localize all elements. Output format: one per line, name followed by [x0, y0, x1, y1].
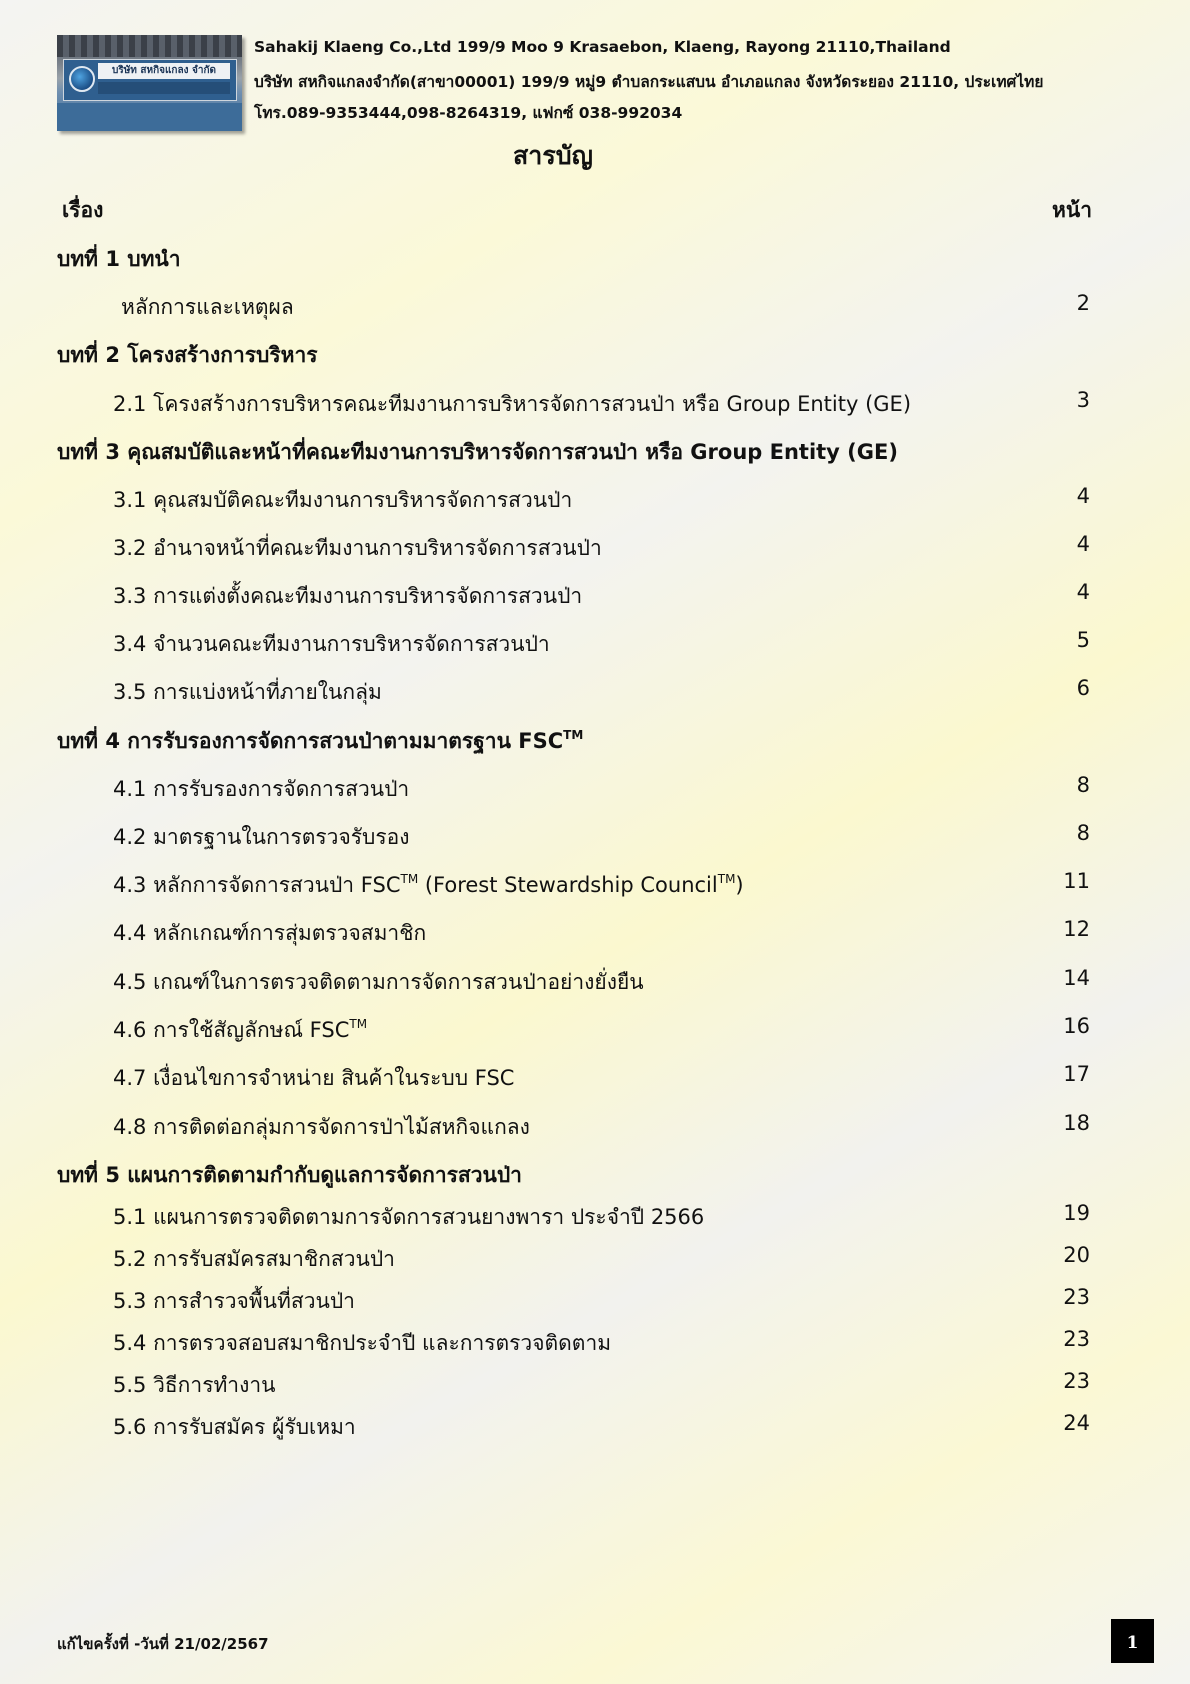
toc-label: 3.1 คุณสมบัติคณะทีมงานการบริหารจัดการสวนป่า	[113, 488, 573, 512]
letterhead	[57, 35, 1137, 135]
toc-label: 4.7 เงื่อนไขการจำหน่าย สินค้าในระบบ FSC	[113, 1066, 515, 1090]
toc-label: 4.8 การติดต่อกลุ่มการจัดการป่าไม้สหกิจแกลง	[113, 1115, 530, 1139]
toc-page-number: 6	[1076, 676, 1090, 700]
toc-label: 5.3 การสำรวจพื้นที่สวนป่า	[113, 1289, 355, 1313]
toc-label: 5.5 วิธีการทำงาน	[113, 1373, 276, 1397]
toc-entry-4-7[interactable]	[0, 1062, 1100, 1094]
toc-label: 4.1 การรับรองการจัดการสวนป่า	[113, 777, 410, 801]
toc-label-text: บทที่ 4 การรับรองการจัดการสวนป่าตามมาตรฐาน FSC	[57, 729, 564, 753]
toc-page-number: 19	[1063, 1201, 1090, 1225]
toc-page-number: 5	[1076, 628, 1090, 652]
toc-label: หลักการและเหตุผล	[121, 295, 294, 319]
toc-page-number: 12	[1063, 917, 1090, 941]
toc-label: 3.4 จำนวนคณะทีมงานการบริหารจัดการสวนป่า	[113, 632, 550, 656]
toc-entry-5-1[interactable]	[0, 1201, 1100, 1233]
page-number-badge: 1	[1111, 1619, 1154, 1663]
toc-label: 4.5 เกณฑ์ในการตรวจติดตามการจัดการสวนป่าอย่างยั่งยืน	[113, 970, 644, 994]
toc-label	[57, 725, 583, 758]
toc-page-number: 4	[1076, 484, 1090, 508]
toc-label: 3.5 การแบ่งหน้าที่ภายในกลุ่ม	[113, 680, 382, 704]
toc-page-number: 16	[1063, 1014, 1090, 1038]
toc-entry-3-3[interactable]	[0, 580, 1100, 612]
toc-entry-4-3[interactable]	[0, 869, 1100, 901]
toc-page-number: 23	[1063, 1369, 1090, 1393]
column-header-subject: เรื่อง	[62, 198, 104, 222]
trademark-mark: TM	[349, 1017, 368, 1031]
trademark-mark: TM	[563, 728, 584, 742]
toc-label: 5.4 การตรวจสอบสมาชิกประจำปี และการตรวจติดตาม	[113, 1331, 612, 1355]
toc-label: บทที่ 3 คุณสมบัติและหน้าที่คณะทีมงานการบริหารจัดการสวนป่า หรือ Group Entity (GE)	[57, 440, 898, 464]
toc-label-text: 4.3 หลักการจัดการสวนป่า FSC	[113, 873, 401, 897]
toc-entry-3-4[interactable]	[0, 628, 1100, 660]
company-emblem-icon	[69, 66, 95, 92]
toc-entry-5-3[interactable]	[0, 1285, 1100, 1317]
toc-page-number: 2	[1076, 291, 1090, 315]
toc-entry-4-5[interactable]	[0, 966, 1100, 998]
revision-note: แก้ไขครั้งที่ -วันที่ 21/02/2567	[57, 1635, 269, 1653]
toc-entry-4-1[interactable]	[0, 773, 1100, 805]
toc-entry-5-6[interactable]	[0, 1411, 1100, 1443]
toc-label: 4.2 มาตรฐานในการตรวจรับรอง	[113, 825, 410, 849]
page-title: สารบัญ	[513, 141, 593, 170]
company-contact: โทร.089-9353444,098-8264319, แฟกซ์ 038-992034	[254, 104, 683, 122]
toc-chapter-5[interactable]	[0, 1159, 1100, 1191]
toc-label	[113, 1014, 367, 1047]
toc-entry-5-5[interactable]	[0, 1369, 1100, 1401]
toc-label: บทที่ 5 แผนการติดตามกำกับดูแลการจัดการสวนป่า	[57, 1163, 522, 1187]
toc-label: บทที่ 1 บทนำ	[57, 247, 181, 271]
toc-page-number: 11	[1063, 869, 1090, 893]
toc-page-number: 17	[1063, 1062, 1090, 1086]
toc-entry-3-1[interactable]	[0, 484, 1100, 516]
toc-label: 5.1 แผนการตรวจติดตามการจัดการสวนยางพารา ประจำปี 2566	[113, 1205, 705, 1229]
toc-page-number: 4	[1076, 532, 1090, 556]
toc-page-number: 8	[1076, 821, 1090, 845]
toc-label: 3.2 อำนาจหน้าที่คณะทีมงานการบริหารจัดการสวนป่า	[113, 536, 602, 560]
toc-page-number: 8	[1076, 773, 1090, 797]
toc-label-text: )	[735, 873, 744, 897]
toc-chapter-2[interactable]	[0, 339, 1100, 371]
trademark-mark: TM	[717, 872, 736, 886]
toc-page-number: 20	[1063, 1243, 1090, 1267]
toc-label: 3.3 การแต่งตั้งคณะทีมงานการบริหารจัดการสวนป่า	[113, 584, 583, 608]
toc-entry-2-1[interactable]	[0, 388, 1100, 420]
toc-page-number: 24	[1063, 1411, 1090, 1435]
toc-entry-5-4[interactable]	[0, 1327, 1100, 1359]
toc-chapter-3[interactable]	[0, 436, 1100, 468]
trademark-mark: TM	[400, 872, 419, 886]
toc-page-number: 23	[1063, 1327, 1090, 1351]
toc-chapter-1[interactable]	[0, 243, 1100, 275]
toc-label: 2.1 โครงสร้างการบริหารคณะทีมงานการบริหารจัดการสวนป่า หรือ Group Entity (GE)	[113, 392, 912, 416]
toc-label-text: (Forest Stewardship Council	[418, 873, 718, 897]
toc-page-number: 18	[1063, 1111, 1090, 1135]
toc-entry-3-2[interactable]	[0, 532, 1100, 564]
company-logo-photo	[57, 35, 242, 131]
toc-page-number: 4	[1076, 580, 1090, 604]
toc-entry-4-2[interactable]	[0, 821, 1100, 853]
toc-page-number: 3	[1076, 388, 1090, 412]
toc-page-number: 23	[1063, 1285, 1090, 1309]
toc-entry-4-4[interactable]	[0, 917, 1100, 949]
toc-label: 5.2 การรับสมัครสมาชิกสวนป่า	[113, 1247, 395, 1271]
toc-label-text: 4.6 การใช้สัญลักษณ์ FSC	[113, 1018, 350, 1042]
company-address-th: บริษัท สหกิจแกลงจำกัด(สาขา00001) 199/9 หมู่9 ตำบลกระแสบน อำเภอแกลง จังหวัดระยอง 21110, ประเทศไทย	[254, 73, 1044, 91]
toc-label: บทที่ 2 โครงสร้างการบริหาร	[57, 343, 318, 367]
column-header-page: หน้า	[1052, 198, 1092, 222]
toc-page-number: 14	[1063, 966, 1090, 990]
toc-entry-intro[interactable]	[0, 291, 1100, 323]
toc-entry-4-6[interactable]	[0, 1014, 1100, 1046]
toc-entry-3-5[interactable]	[0, 676, 1100, 708]
logo-sign-text: บริษัท สหกิจแกลง จำกัด	[98, 63, 230, 79]
toc-chapter-4[interactable]	[0, 725, 1100, 757]
toc-entry-5-2[interactable]	[0, 1243, 1100, 1275]
toc-label: 4.4 หลักเกณฑ์การสุ่มตรวจสมาชิก	[113, 921, 427, 945]
toc-label: 5.6 การรับสมัคร ผู้รับเหมา	[113, 1415, 356, 1439]
toc-label	[113, 869, 744, 902]
company-address-en: Sahakij Klaeng Co.,Ltd 199/9 Moo 9 Krasaebon, Klaeng, Rayong 21110,Thailand	[254, 38, 951, 56]
toc-entry-4-8[interactable]	[0, 1111, 1100, 1143]
